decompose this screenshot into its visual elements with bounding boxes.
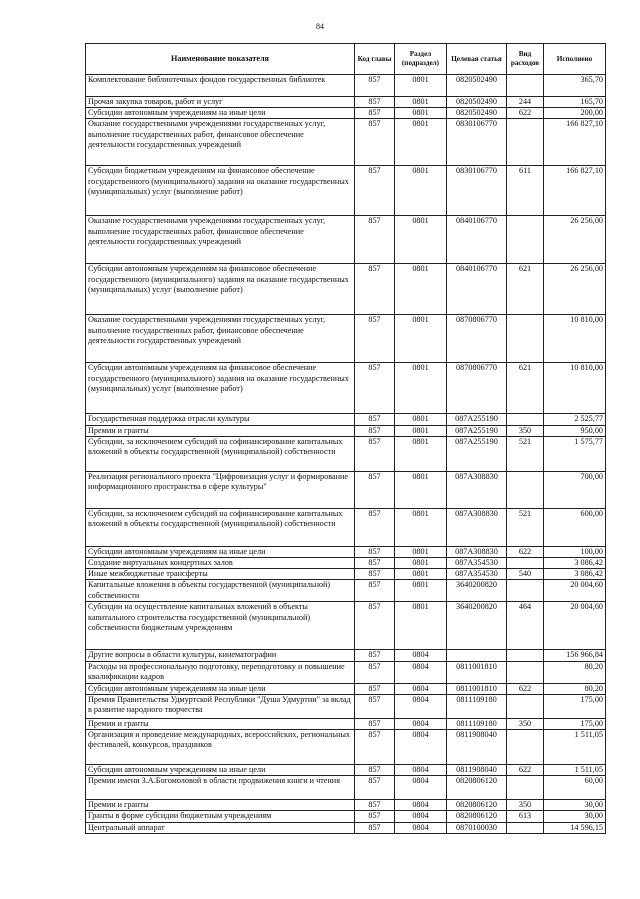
cell-amount: 165,70 bbox=[544, 97, 606, 108]
cell-target: 0811908040 bbox=[447, 730, 507, 765]
cell-target: 087A255190 bbox=[447, 436, 507, 471]
cell-type: 622 bbox=[507, 108, 544, 119]
column-header-target: Целевая статья bbox=[447, 44, 507, 75]
cell-amount: 175,00 bbox=[544, 718, 606, 729]
cell-target: 087A255190 bbox=[447, 414, 507, 425]
cell-target: 0811001810 bbox=[447, 661, 507, 683]
table-row bbox=[86, 264, 606, 315]
cell-section: 0801 bbox=[395, 119, 447, 166]
cell-type: 521 bbox=[507, 508, 544, 546]
cell-type: 622 bbox=[507, 546, 544, 557]
budget-table bbox=[85, 43, 606, 834]
cell-target: 087A308830 bbox=[447, 546, 507, 557]
cell-name: Государственная поддержка отрасли культуры bbox=[86, 414, 355, 425]
table-row bbox=[86, 602, 606, 650]
table-row bbox=[86, 580, 606, 602]
cell-section: 0801 bbox=[395, 216, 447, 264]
cell-type: 521 bbox=[507, 436, 544, 471]
cell-section: 0804 bbox=[395, 776, 447, 800]
table-row bbox=[86, 650, 606, 661]
table-row bbox=[86, 315, 606, 363]
cell-name: Субсидии, за исключением субсидий на софинансирование капитальных вложений в объекты государственной (муниципальной) собственности bbox=[86, 436, 355, 471]
cell-type: 613 bbox=[507, 811, 544, 822]
cell-type: 540 bbox=[507, 569, 544, 580]
cell-type: 621 bbox=[507, 264, 544, 315]
cell-amount: 700,00 bbox=[544, 471, 606, 508]
cell-amount: 26 256,00 bbox=[544, 216, 606, 264]
cell-amount: 20 004,60 bbox=[544, 602, 606, 650]
cell-code: 857 bbox=[355, 414, 395, 425]
cell-target: 0811109180 bbox=[447, 718, 507, 729]
cell-target: 0811001810 bbox=[447, 683, 507, 694]
cell-amount: 156 966,84 bbox=[544, 650, 606, 661]
cell-target: 0840106770 bbox=[447, 264, 507, 315]
cell-name: Субсидии автономным учреждениям на иные цели bbox=[86, 108, 355, 119]
table-row bbox=[86, 508, 606, 546]
cell-target: 0870806770 bbox=[447, 363, 507, 414]
cell-target: 087A354530 bbox=[447, 569, 507, 580]
table-row bbox=[86, 414, 606, 425]
cell-section: 0801 bbox=[395, 363, 447, 414]
cell-type: 350 bbox=[507, 718, 544, 729]
cell-amount: 30,00 bbox=[544, 811, 606, 822]
cell-type bbox=[507, 580, 544, 602]
cell-code: 857 bbox=[355, 822, 395, 833]
cell-amount: 20 004,60 bbox=[544, 580, 606, 602]
cell-type: 622 bbox=[507, 683, 544, 694]
table-body bbox=[86, 75, 606, 834]
cell-name: Оказание государственными учреждениями государственных услуг, выполнение государственных работ, финансовое обеспечение деятельности государственных учреждений bbox=[86, 315, 355, 363]
cell-amount: 10 810,00 bbox=[544, 363, 606, 414]
cell-target: 0830106770 bbox=[447, 119, 507, 166]
cell-section: 0804 bbox=[395, 811, 447, 822]
cell-code: 857 bbox=[355, 75, 395, 97]
cell-target: 0820502490 bbox=[447, 108, 507, 119]
cell-type bbox=[507, 75, 544, 97]
cell-amount: 365,70 bbox=[544, 75, 606, 97]
table-row bbox=[86, 425, 606, 436]
cell-type: 244 bbox=[507, 97, 544, 108]
cell-type bbox=[507, 694, 544, 718]
cell-code: 857 bbox=[355, 765, 395, 776]
cell-section: 0801 bbox=[395, 602, 447, 650]
table-row bbox=[86, 765, 606, 776]
cell-code: 857 bbox=[355, 315, 395, 363]
cell-name: Субсидии автономным учреждениям на иные цели bbox=[86, 683, 355, 694]
cell-name: Оказание государственными учреждениями государственных услуг, выполнение государственных работ, финансовое обеспечение деятельности государственных учреждений bbox=[86, 216, 355, 264]
cell-section: 0804 bbox=[395, 718, 447, 729]
cell-amount: 166 827,10 bbox=[544, 119, 606, 166]
cell-section: 0801 bbox=[395, 315, 447, 363]
cell-code: 857 bbox=[355, 730, 395, 765]
cell-target: 3640200820 bbox=[447, 580, 507, 602]
cell-amount: 30,00 bbox=[544, 800, 606, 811]
page-number: 84 bbox=[316, 22, 324, 31]
cell-section: 0801 bbox=[395, 471, 447, 508]
cell-code: 857 bbox=[355, 216, 395, 264]
cell-amount: 14 596,15 bbox=[544, 822, 606, 833]
cell-name: Премии и гранты bbox=[86, 718, 355, 729]
cell-section: 0804 bbox=[395, 800, 447, 811]
cell-amount: 2 525,77 bbox=[544, 414, 606, 425]
cell-code: 857 bbox=[355, 363, 395, 414]
cell-amount: 10 810,00 bbox=[544, 315, 606, 363]
cell-section: 0801 bbox=[395, 166, 447, 216]
table-row bbox=[86, 216, 606, 264]
cell-section: 0801 bbox=[395, 425, 447, 436]
cell-type bbox=[507, 650, 544, 661]
table-row bbox=[86, 166, 606, 216]
cell-type bbox=[507, 776, 544, 800]
table-row bbox=[86, 108, 606, 119]
table-row bbox=[86, 811, 606, 822]
cell-name: Оказание государственными учреждениями государственных услуг, выполнение государственных работ, финансовое обеспечение деятельности государственных учреждений bbox=[86, 119, 355, 166]
cell-name: Субсидии автономным учреждениям на финансовое обеспечение государственного (муниципального) задания на оказание государственных (муниципальных) услуг (выполнение работ) bbox=[86, 363, 355, 414]
cell-code: 857 bbox=[355, 800, 395, 811]
cell-target: 0820806120 bbox=[447, 800, 507, 811]
cell-name: Расходы на профессиональную подготовку, переподготовку и повышение квалификации кадров bbox=[86, 661, 355, 683]
cell-section: 0801 bbox=[395, 508, 447, 546]
cell-type bbox=[507, 822, 544, 833]
cell-name: Премия Правительства Удмуртской Республики "Душа Удмуртии" за вклад в развитие народного творчества bbox=[86, 694, 355, 718]
cell-section: 0801 bbox=[395, 264, 447, 315]
column-header-amount: Исполнено bbox=[544, 44, 606, 75]
cell-target: 087A354530 bbox=[447, 558, 507, 569]
table-row bbox=[86, 718, 606, 729]
cell-amount: 100,00 bbox=[544, 546, 606, 557]
cell-target: 087A308830 bbox=[447, 471, 507, 508]
column-header-name: Наименование показателя bbox=[86, 44, 355, 75]
cell-code: 857 bbox=[355, 776, 395, 800]
table-row bbox=[86, 97, 606, 108]
cell-type bbox=[507, 558, 544, 569]
cell-section: 0801 bbox=[395, 97, 447, 108]
cell-amount: 3 086,42 bbox=[544, 569, 606, 580]
cell-type: 350 bbox=[507, 425, 544, 436]
cell-type: 464 bbox=[507, 602, 544, 650]
cell-amount: 175,00 bbox=[544, 694, 606, 718]
cell-code: 857 bbox=[355, 436, 395, 471]
cell-target: 0811908040 bbox=[447, 765, 507, 776]
cell-code: 857 bbox=[355, 119, 395, 166]
cell-type: 611 bbox=[507, 166, 544, 216]
table-row bbox=[86, 363, 606, 414]
cell-name: Премии и гранты bbox=[86, 800, 355, 811]
table-row bbox=[86, 661, 606, 683]
cell-amount: 1 511,05 bbox=[544, 730, 606, 765]
cell-section: 0801 bbox=[395, 546, 447, 557]
cell-target: 0820806120 bbox=[447, 811, 507, 822]
cell-name: Субсидии автономным учреждениям на иные цели bbox=[86, 765, 355, 776]
cell-target: 0870100030 bbox=[447, 822, 507, 833]
cell-type bbox=[507, 414, 544, 425]
cell-name: Субсидии автономным учреждениям на иные цели bbox=[86, 546, 355, 557]
cell-name: Прочая закупка товаров, работ и услуг bbox=[86, 97, 355, 108]
cell-type bbox=[507, 661, 544, 683]
table-row bbox=[86, 800, 606, 811]
cell-name: Реализация регионального проекта "Цифровизация услуг и формирование информационного пространства в сфере культуры" bbox=[86, 471, 355, 508]
cell-section: 0801 bbox=[395, 569, 447, 580]
table-row bbox=[86, 694, 606, 718]
cell-code: 857 bbox=[355, 602, 395, 650]
cell-target: 087A308830 bbox=[447, 508, 507, 546]
cell-amount: 1 575,77 bbox=[544, 436, 606, 471]
cell-amount: 80,20 bbox=[544, 661, 606, 683]
cell-name: Организация и проведение международных, всероссийских, региональных фестивалей, конкурсов, праздников bbox=[86, 730, 355, 765]
cell-name: Создание виртуальных концертных залов bbox=[86, 558, 355, 569]
cell-amount: 26 256,00 bbox=[544, 264, 606, 315]
cell-section: 0804 bbox=[395, 650, 447, 661]
cell-code: 857 bbox=[355, 580, 395, 602]
cell-section: 0804 bbox=[395, 730, 447, 765]
cell-code: 857 bbox=[355, 546, 395, 557]
cell-section: 0801 bbox=[395, 108, 447, 119]
cell-code: 857 bbox=[355, 683, 395, 694]
cell-name: Субсидии, за исключением субсидий на софинансирование капитальных вложений в объекты государственной (муниципальной) собственности bbox=[86, 508, 355, 546]
cell-amount: 3 086,42 bbox=[544, 558, 606, 569]
cell-section: 0804 bbox=[395, 822, 447, 833]
cell-section: 0801 bbox=[395, 580, 447, 602]
cell-name: Премии и гранты bbox=[86, 425, 355, 436]
table-row bbox=[86, 436, 606, 471]
cell-type: 622 bbox=[507, 765, 544, 776]
cell-section: 0804 bbox=[395, 765, 447, 776]
cell-name: Комплектование библиотечных фондов государственных библиотек bbox=[86, 75, 355, 97]
table-row bbox=[86, 730, 606, 765]
cell-name: Субсидии бюджетным учреждениям на финансовое обеспечение государственного (муниципального) задания на оказание государственных (муниципальных) услуг (выполнение работ) bbox=[86, 166, 355, 216]
cell-code: 857 bbox=[355, 694, 395, 718]
cell-type bbox=[507, 119, 544, 166]
cell-target: 0830106770 bbox=[447, 166, 507, 216]
cell-name: Гранты в форме субсидии бюджетным учреждениям bbox=[86, 811, 355, 822]
cell-target: 087A255190 bbox=[447, 425, 507, 436]
cell-code: 857 bbox=[355, 97, 395, 108]
cell-amount: 200,00 bbox=[544, 108, 606, 119]
cell-name: Другие вопросы в области культуры, кинематографии bbox=[86, 650, 355, 661]
cell-code: 857 bbox=[355, 508, 395, 546]
cell-amount: 80,20 bbox=[544, 683, 606, 694]
table-row bbox=[86, 776, 606, 800]
table-row bbox=[86, 822, 606, 833]
cell-code: 857 bbox=[355, 558, 395, 569]
cell-amount: 600,00 bbox=[544, 508, 606, 546]
table-row bbox=[86, 546, 606, 557]
cell-code: 857 bbox=[355, 264, 395, 315]
cell-name: Иные межбюджетные трансферты bbox=[86, 569, 355, 580]
cell-type bbox=[507, 216, 544, 264]
cell-code: 857 bbox=[355, 108, 395, 119]
cell-target: 0811109180 bbox=[447, 694, 507, 718]
cell-code: 857 bbox=[355, 811, 395, 822]
cell-section: 0804 bbox=[395, 694, 447, 718]
cell-amount: 166 827,10 bbox=[544, 166, 606, 216]
cell-name: Субсидии на осуществление капитальных вложений в объекты капитального строительства государственной (муниципальной) собственности бюджетным учреждениям bbox=[86, 602, 355, 650]
cell-section: 0801 bbox=[395, 558, 447, 569]
column-header-section: Раздел (подраздел) bbox=[395, 44, 447, 75]
table-row bbox=[86, 683, 606, 694]
cell-type: 621 bbox=[507, 363, 544, 414]
cell-name: Центральный аппарат bbox=[86, 822, 355, 833]
cell-section: 0801 bbox=[395, 75, 447, 97]
cell-target: 0870806770 bbox=[447, 315, 507, 363]
cell-type bbox=[507, 471, 544, 508]
cell-target: 3640200820 bbox=[447, 602, 507, 650]
table-row bbox=[86, 471, 606, 508]
cell-amount: 950,00 bbox=[544, 425, 606, 436]
cell-target: 0820806120 bbox=[447, 776, 507, 800]
table-row bbox=[86, 119, 606, 166]
cell-code: 857 bbox=[355, 166, 395, 216]
cell-target: 0820502490 bbox=[447, 97, 507, 108]
cell-code: 857 bbox=[355, 661, 395, 683]
cell-target: 0840106770 bbox=[447, 216, 507, 264]
cell-amount: 1 511,05 bbox=[544, 765, 606, 776]
cell-section: 0804 bbox=[395, 683, 447, 694]
cell-type bbox=[507, 730, 544, 765]
cell-code: 857 bbox=[355, 650, 395, 661]
cell-target: 0820502490 bbox=[447, 75, 507, 97]
cell-section: 0804 bbox=[395, 661, 447, 683]
cell-section: 0801 bbox=[395, 436, 447, 471]
table-header-row bbox=[86, 44, 606, 75]
cell-target bbox=[447, 650, 507, 661]
cell-name: Капитальные вложения в объекты государственной (муниципальной) собственности bbox=[86, 580, 355, 602]
table-row bbox=[86, 558, 606, 569]
cell-code: 857 bbox=[355, 718, 395, 729]
cell-name: Субсидии автономным учреждениям на финансовое обеспечение государственного (муниципального) задания на оказание государственных (муниципальных) услуг (выполнение работ) bbox=[86, 264, 355, 315]
cell-code: 857 bbox=[355, 425, 395, 436]
cell-name: Премии имени З.А.Богомоловой в области продвижения книги и чтения bbox=[86, 776, 355, 800]
cell-section: 0801 bbox=[395, 414, 447, 425]
cell-code: 857 bbox=[355, 569, 395, 580]
cell-type: 350 bbox=[507, 800, 544, 811]
cell-type bbox=[507, 315, 544, 363]
column-header-type: Вид расходов bbox=[507, 44, 544, 75]
cell-code: 857 bbox=[355, 471, 395, 508]
cell-amount: 60,00 bbox=[544, 776, 606, 800]
table-row bbox=[86, 75, 606, 97]
table-row bbox=[86, 569, 606, 580]
column-header-code: Код главы bbox=[355, 44, 395, 75]
